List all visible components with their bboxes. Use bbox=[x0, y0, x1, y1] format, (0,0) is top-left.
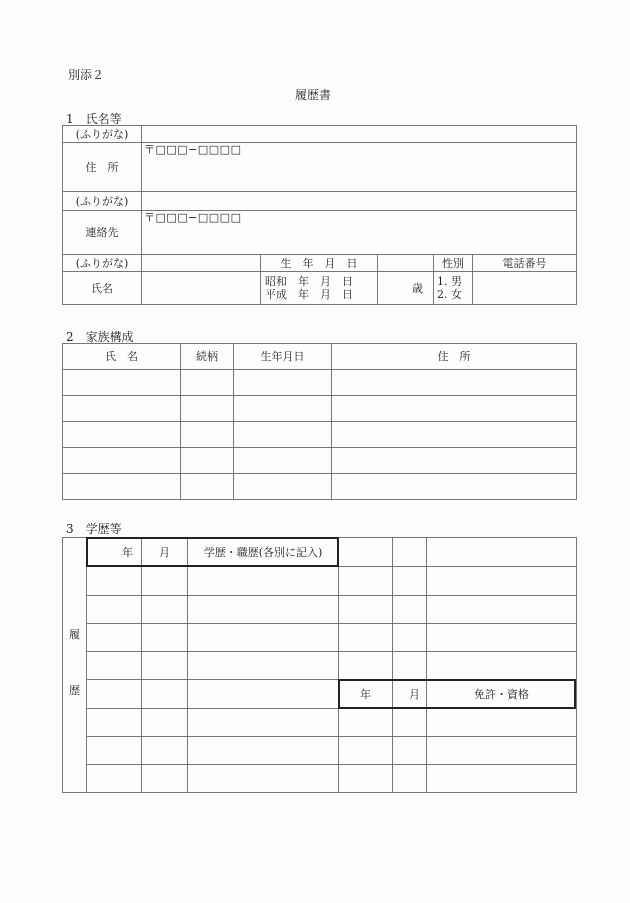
history-row bbox=[63, 624, 577, 652]
family-name-cell[interactable] bbox=[63, 370, 181, 396]
family-row bbox=[63, 370, 577, 396]
history-year-cell[interactable] bbox=[87, 567, 142, 596]
attachment-label: 別添２ bbox=[68, 68, 105, 82]
history-month-cell[interactable] bbox=[142, 680, 188, 709]
license-month-cell[interactable] bbox=[393, 709, 427, 737]
family-name-cell[interactable] bbox=[63, 422, 181, 448]
name-label: 氏名 bbox=[63, 272, 142, 305]
section1-heading: 1 氏名等 bbox=[66, 112, 122, 126]
history-record-cell[interactable] bbox=[188, 709, 339, 737]
section3-heading: 3 学歴等 bbox=[66, 522, 122, 536]
extra-cell[interactable] bbox=[427, 596, 577, 624]
history-year-cell[interactable] bbox=[87, 709, 142, 737]
history-month-cell[interactable] bbox=[142, 624, 188, 652]
extra-cell[interactable] bbox=[393, 538, 427, 567]
contact-postal-code: 〒□□□−□□□□ bbox=[144, 211, 242, 224]
history-record-cell[interactable] bbox=[188, 567, 339, 596]
address-furigana-label: (ふりがな) bbox=[63, 126, 142, 143]
family-birthdate-cell[interactable] bbox=[234, 396, 332, 422]
license-year-cell[interactable] bbox=[339, 765, 393, 793]
history-month-cell[interactable] bbox=[142, 765, 188, 793]
license-year-cell[interactable] bbox=[339, 709, 393, 737]
history-month-cell[interactable] bbox=[142, 567, 188, 596]
birth-era-heisei: 平成 年 月 日 bbox=[265, 288, 353, 301]
history-year-cell[interactable] bbox=[87, 596, 142, 624]
extra-cell[interactable] bbox=[339, 596, 393, 624]
history-col-month: 月 bbox=[142, 538, 188, 567]
gender-field[interactable] bbox=[434, 272, 473, 305]
family-relation-cell[interactable] bbox=[181, 370, 234, 396]
name-furigana-field[interactable] bbox=[142, 255, 261, 272]
address-field[interactable] bbox=[142, 143, 577, 192]
history-year-cell[interactable] bbox=[87, 765, 142, 793]
history-month-cell[interactable] bbox=[142, 709, 188, 737]
extra-cell[interactable] bbox=[339, 567, 393, 596]
license-qualification-cell[interactable] bbox=[427, 737, 577, 765]
family-address-cell[interactable] bbox=[332, 422, 577, 448]
age-field[interactable] bbox=[378, 272, 434, 305]
history-row bbox=[63, 652, 577, 680]
extra-cell[interactable] bbox=[393, 596, 427, 624]
family-name-cell[interactable] bbox=[63, 396, 181, 422]
birthdate-header: 生 年 月 日 bbox=[261, 255, 378, 272]
license-col-year: 年 bbox=[339, 680, 393, 709]
history-col-year: 年 bbox=[87, 538, 142, 567]
gender-option-female[interactable]: 2. 女 bbox=[437, 288, 462, 301]
gender-option-male[interactable]: 1. 男 bbox=[437, 275, 462, 288]
age-unit: 歳 bbox=[412, 281, 423, 295]
contact-label: 連絡先 bbox=[63, 211, 142, 255]
history-record-cell[interactable] bbox=[188, 596, 339, 624]
personal-info-table bbox=[62, 125, 577, 305]
family-address-cell[interactable] bbox=[332, 396, 577, 422]
history-record-cell[interactable] bbox=[188, 624, 339, 652]
extra-cell[interactable] bbox=[339, 538, 393, 567]
page-title: 履歴書 bbox=[295, 88, 332, 102]
extra-cell[interactable] bbox=[427, 624, 577, 652]
extra-cell[interactable] bbox=[427, 538, 577, 567]
extra-cell[interactable] bbox=[339, 624, 393, 652]
family-col-birthdate: 生年月日 bbox=[234, 344, 332, 370]
family-col-address: 住 所 bbox=[332, 344, 577, 370]
address-furigana-field[interactable] bbox=[142, 126, 577, 143]
family-relation-cell[interactable] bbox=[181, 448, 234, 474]
history-year-cell[interactable] bbox=[87, 652, 142, 680]
family-relation-cell[interactable] bbox=[181, 396, 234, 422]
history-month-cell[interactable] bbox=[142, 596, 188, 624]
age-header-blank bbox=[378, 255, 434, 272]
extra-cell[interactable] bbox=[427, 652, 577, 680]
history-side-char-1: 履 bbox=[69, 628, 80, 641]
history-row bbox=[63, 680, 577, 709]
license-month-cell[interactable] bbox=[393, 765, 427, 793]
family-name-cell[interactable] bbox=[63, 448, 181, 474]
history-year-cell[interactable] bbox=[87, 737, 142, 765]
family-birthdate-cell[interactable] bbox=[234, 370, 332, 396]
family-birthdate-cell[interactable] bbox=[234, 448, 332, 474]
extra-cell[interactable] bbox=[339, 652, 393, 680]
history-record-cell[interactable] bbox=[188, 652, 339, 680]
history-year-cell[interactable] bbox=[87, 624, 142, 652]
license-month-cell[interactable] bbox=[393, 737, 427, 765]
license-year-cell[interactable] bbox=[339, 737, 393, 765]
family-table bbox=[62, 343, 577, 500]
history-table bbox=[62, 537, 577, 793]
phone-header: 電話番号 bbox=[473, 255, 577, 272]
contact-furigana-label: (ふりがな) bbox=[63, 192, 142, 211]
extra-cell[interactable] bbox=[393, 624, 427, 652]
contact-field[interactable] bbox=[142, 211, 577, 255]
family-row bbox=[63, 422, 577, 448]
extra-cell[interactable] bbox=[427, 567, 577, 596]
license-qualification-cell[interactable] bbox=[427, 765, 577, 793]
name-field[interactable] bbox=[142, 272, 261, 305]
family-col-name: 氏 名 bbox=[63, 344, 181, 370]
family-row bbox=[63, 474, 577, 500]
history-row bbox=[63, 596, 577, 624]
history-side-label bbox=[63, 538, 87, 793]
history-month-cell[interactable] bbox=[142, 652, 188, 680]
phone-field[interactable] bbox=[473, 272, 577, 305]
family-name-cell[interactable] bbox=[63, 474, 181, 500]
history-row bbox=[63, 567, 577, 596]
history-side-char-2: 歴 bbox=[69, 684, 80, 697]
section2-heading: 2 家族構成 bbox=[66, 330, 134, 344]
family-birthdate-cell[interactable] bbox=[234, 422, 332, 448]
extra-cell[interactable] bbox=[393, 567, 427, 596]
family-address-cell[interactable] bbox=[332, 370, 577, 396]
license-qualification-cell[interactable] bbox=[427, 709, 577, 737]
extra-cell[interactable] bbox=[393, 652, 427, 680]
family-row bbox=[63, 448, 577, 474]
family-col-relation: 続柄 bbox=[181, 344, 234, 370]
history-col-record: 学歴・職歴(各別に記入) bbox=[188, 538, 339, 567]
gender-header: 性別 bbox=[434, 255, 473, 272]
family-address-cell[interactable] bbox=[332, 474, 577, 500]
license-col-month: 月 bbox=[393, 680, 427, 709]
address-label: 住 所 bbox=[63, 143, 142, 192]
history-year-cell[interactable] bbox=[87, 680, 142, 709]
name-furigana-label: (ふりがな) bbox=[63, 255, 142, 272]
history-record-cell[interactable] bbox=[188, 765, 339, 793]
history-row bbox=[63, 737, 577, 765]
address-postal-code: 〒□□□−□□□□ bbox=[144, 143, 242, 156]
history-row bbox=[63, 765, 577, 793]
contact-furigana-field[interactable] bbox=[142, 192, 577, 211]
history-row bbox=[63, 709, 577, 737]
birthdate-field[interactable] bbox=[261, 272, 378, 305]
family-birthdate-cell[interactable] bbox=[234, 474, 332, 500]
history-record-cell[interactable] bbox=[188, 680, 339, 709]
birth-era-showa: 昭和 年 月 日 bbox=[265, 275, 353, 288]
family-relation-cell[interactable] bbox=[181, 422, 234, 448]
family-address-cell[interactable] bbox=[332, 448, 577, 474]
family-relation-cell[interactable] bbox=[181, 474, 234, 500]
license-col-qualification: 免許・資格 bbox=[427, 680, 577, 709]
family-row bbox=[63, 396, 577, 422]
history-record-cell[interactable] bbox=[188, 737, 339, 765]
history-month-cell[interactable] bbox=[142, 737, 188, 765]
